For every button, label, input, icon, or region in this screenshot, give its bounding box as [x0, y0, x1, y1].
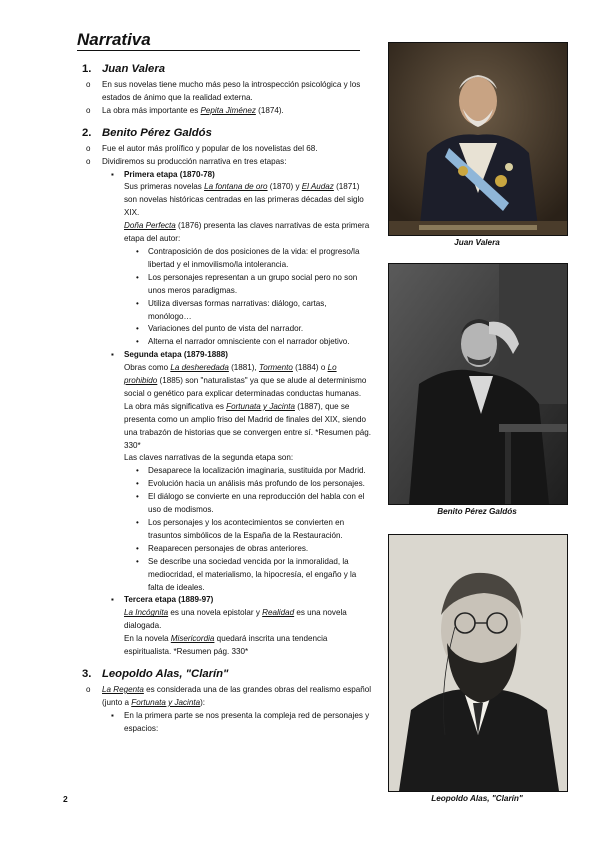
- caption-benito-perez-galdos: Benito Pérez Galdós: [437, 507, 517, 516]
- list-item: o Dividiremos su producción narrativa en tres etapas: ▪ Primera etapa (1870-78) Sus primeras novelas La fontana de oro (1870) y El Audaz (1871) son novelas históricas centradas en las primeras décadas del siglo XIX. Doña Perfecta (1876) presenta las claves narrativas de esta primera etapa del autor: • Contraposición de dos posiciones de la vida: el progreso/la libertad y el inmovilismo/la intolerancia. • Los personajes representan a un grupo social pero no son unos meros paradigmas. • Utiliza diversas formas narrativas: diálogo, cartas, monólogo… • Variaciones del punto de vista del narrador. • Alterna el narrador omnisciente con el narrador objetivo. ▪ Segunda etapa (1879-1888) Obras como La desheredada (1881), Tormento (1884) o Lo prohibido (1885) son "naturalistas" ya que se alude al determinismo social o genético para explicar determinadas conductas humanas. La obra más significativa es Fortunata y Jacinta (1887), que se presenta como un amplio friso del Madrid de finales del XIX, siendo una trabazón de historias que se convergen entre sí. *Resumen pág. 330* Las claves narrativas de la segunda etapa son: • Desaparece la localización imaginaria, sustituida por Madrid. • Evolución hacia un análisis más profundo de los personajes. • El diálogo se convierte en una reproducción del habla con el uso de modismos. • Los personajes y los acontecimientos se convierten en trasuntos simbólicos de la España de la Restauración. • Reaparecen personajes de obras anteriores. • Se describe una sociedad vencida por la inmoralidad, la mediocridad, el materialismo, la hipocresía, el engaño y la falta de ideales. ▪ Tercera etapa (1889-97) La Incógnita es una novela epistolar y Realidad es una novela dialogada. En la novela Misericordia quedará inscrita una tendencia espiritualista. *Resumen pág. 330*: [82, 156, 372, 659]
- list-item: ▪ En la primera parte se nos presenta la compleja red de personajes y espacios:: [102, 710, 372, 736]
- paragraph: En la novela Misericordia quedará inscrita una tendencia espiritualista. *Resumen pág. 330*: [124, 634, 328, 657]
- section-title: Juan Valera: [102, 63, 166, 75]
- list-item: • Reaparecen personajes de obras anteriores.: [124, 543, 372, 556]
- list-item: o Fue el autor más prolífico y popular de los novelistas del 68.: [82, 143, 372, 156]
- list-item: • Evolución hacia un análisis más profundo de los personajes.: [124, 478, 372, 491]
- portrait-juan-valera: [388, 42, 568, 236]
- list-item: • Contraposición de dos posiciones de la vida: el progreso/la libertad y el inmovilismo/la intolerancia.: [124, 246, 372, 272]
- caption-leopoldo-alas: Leopoldo Alas, "Clarín": [431, 794, 523, 803]
- portrait-benito-perez-galdos: [388, 263, 568, 505]
- section-heading: [82, 667, 372, 681]
- stage-third: [102, 594, 372, 659]
- paragraph: Las claves narrativas de la segunda etapa son:: [124, 453, 294, 463]
- stage-heading: ▪ Primera etapa (1870-78): [124, 169, 215, 179]
- stage-heading: ▪ Tercera etapa (1889-97): [124, 595, 214, 605]
- list-item: • Alterna el narrador omnisciente con el narrador objetivo.: [124, 336, 372, 349]
- paragraph: Doña Perfecta (1876) presenta las claves narrativas de esta primera etapa del autor:: [124, 221, 370, 244]
- section-galdos: [82, 126, 372, 659]
- section-clarin: [82, 667, 372, 736]
- stage-first: [102, 169, 372, 350]
- paragraph: La Incógnita es una novela epistolar y Realidad es una novela dialogada.: [124, 608, 347, 631]
- list-item: • Los personajes representan a un grupo social pero no son unos meros paradigmas.: [124, 272, 372, 298]
- page-title: Narrativa: [77, 31, 360, 51]
- work-title-link: Pepita Jiménez: [200, 105, 256, 115]
- list-item: o En sus novelas tiene mucho más peso la introspección psicológica y los estados de ánimo que la realidad externa.: [82, 79, 372, 105]
- section-number: 1.: [82, 63, 92, 75]
- list-item: • Se describe una sociedad vencida por la inmoralidad, la mediocridad, el materialismo, la hipocresía, el engaño y la falta de ideales.: [124, 556, 372, 595]
- page-number: 2: [63, 794, 68, 804]
- section-title: Benito Pérez Galdós: [102, 126, 212, 139]
- caption-juan-valera: Juan Valera: [454, 238, 500, 247]
- portrait-leopoldo-alas: [388, 534, 568, 792]
- stage-second: [102, 349, 372, 594]
- section-juan-valera: [82, 62, 372, 118]
- list-item: • El diálogo se convierte en una reproducción del habla con el uso de modismos.: [124, 491, 372, 517]
- list-item: • Desaparece la localización imaginaria, sustituida por Madrid.: [124, 465, 372, 478]
- paragraph: La obra más significativa es Fortunata y Jacinta (1887), que se presenta como un amplio friso del Madrid de finales del XIX, siendo una trabazón de historias que se convergen entre sí. *Resumen pág. 330*: [124, 401, 372, 450]
- paragraph: Obras como La desheredada (1881), Tormento (1884) o Lo prohibido (1885) son "naturalistas" ya que se alude al determinismo social o genético para explicar determinadas conductas humanas.: [124, 363, 367, 398]
- list-item: o La obra más importante es Pepita Jiménez (1874).: [82, 105, 372, 118]
- section-heading: [82, 126, 372, 140]
- section-number: 2.: [82, 126, 92, 139]
- paragraph: Sus primeras novelas La fontana de oro (1870) y El Audaz (1871) son novelas históricas centradas en las primeras décadas del siglo XIX.: [124, 182, 364, 218]
- list-item: o La Regenta es considerada una de las grandes obras del realismo español (junto a Fortunata y Jacinta): ▪ En la primera parte se nos presenta la compleja red de personajes y espacios:: [82, 684, 372, 736]
- section-heading: [82, 62, 372, 76]
- section-number: 3.: [82, 667, 92, 680]
- stage-heading: ▪ Segunda etapa (1879-1888): [124, 350, 228, 360]
- main-content: [82, 62, 372, 744]
- list-item: • Variaciones del punto de vista del narrador.: [124, 323, 372, 336]
- section-title: Leopoldo Alas, "Clarín": [102, 667, 229, 680]
- list-item: • Los personajes y los acontecimientos se convierten en trasuntos simbólicos de la España de la Restauración.: [124, 517, 372, 543]
- list-item: • Utiliza diversas formas narrativas: diálogo, cartas, monólogo…: [124, 298, 372, 324]
